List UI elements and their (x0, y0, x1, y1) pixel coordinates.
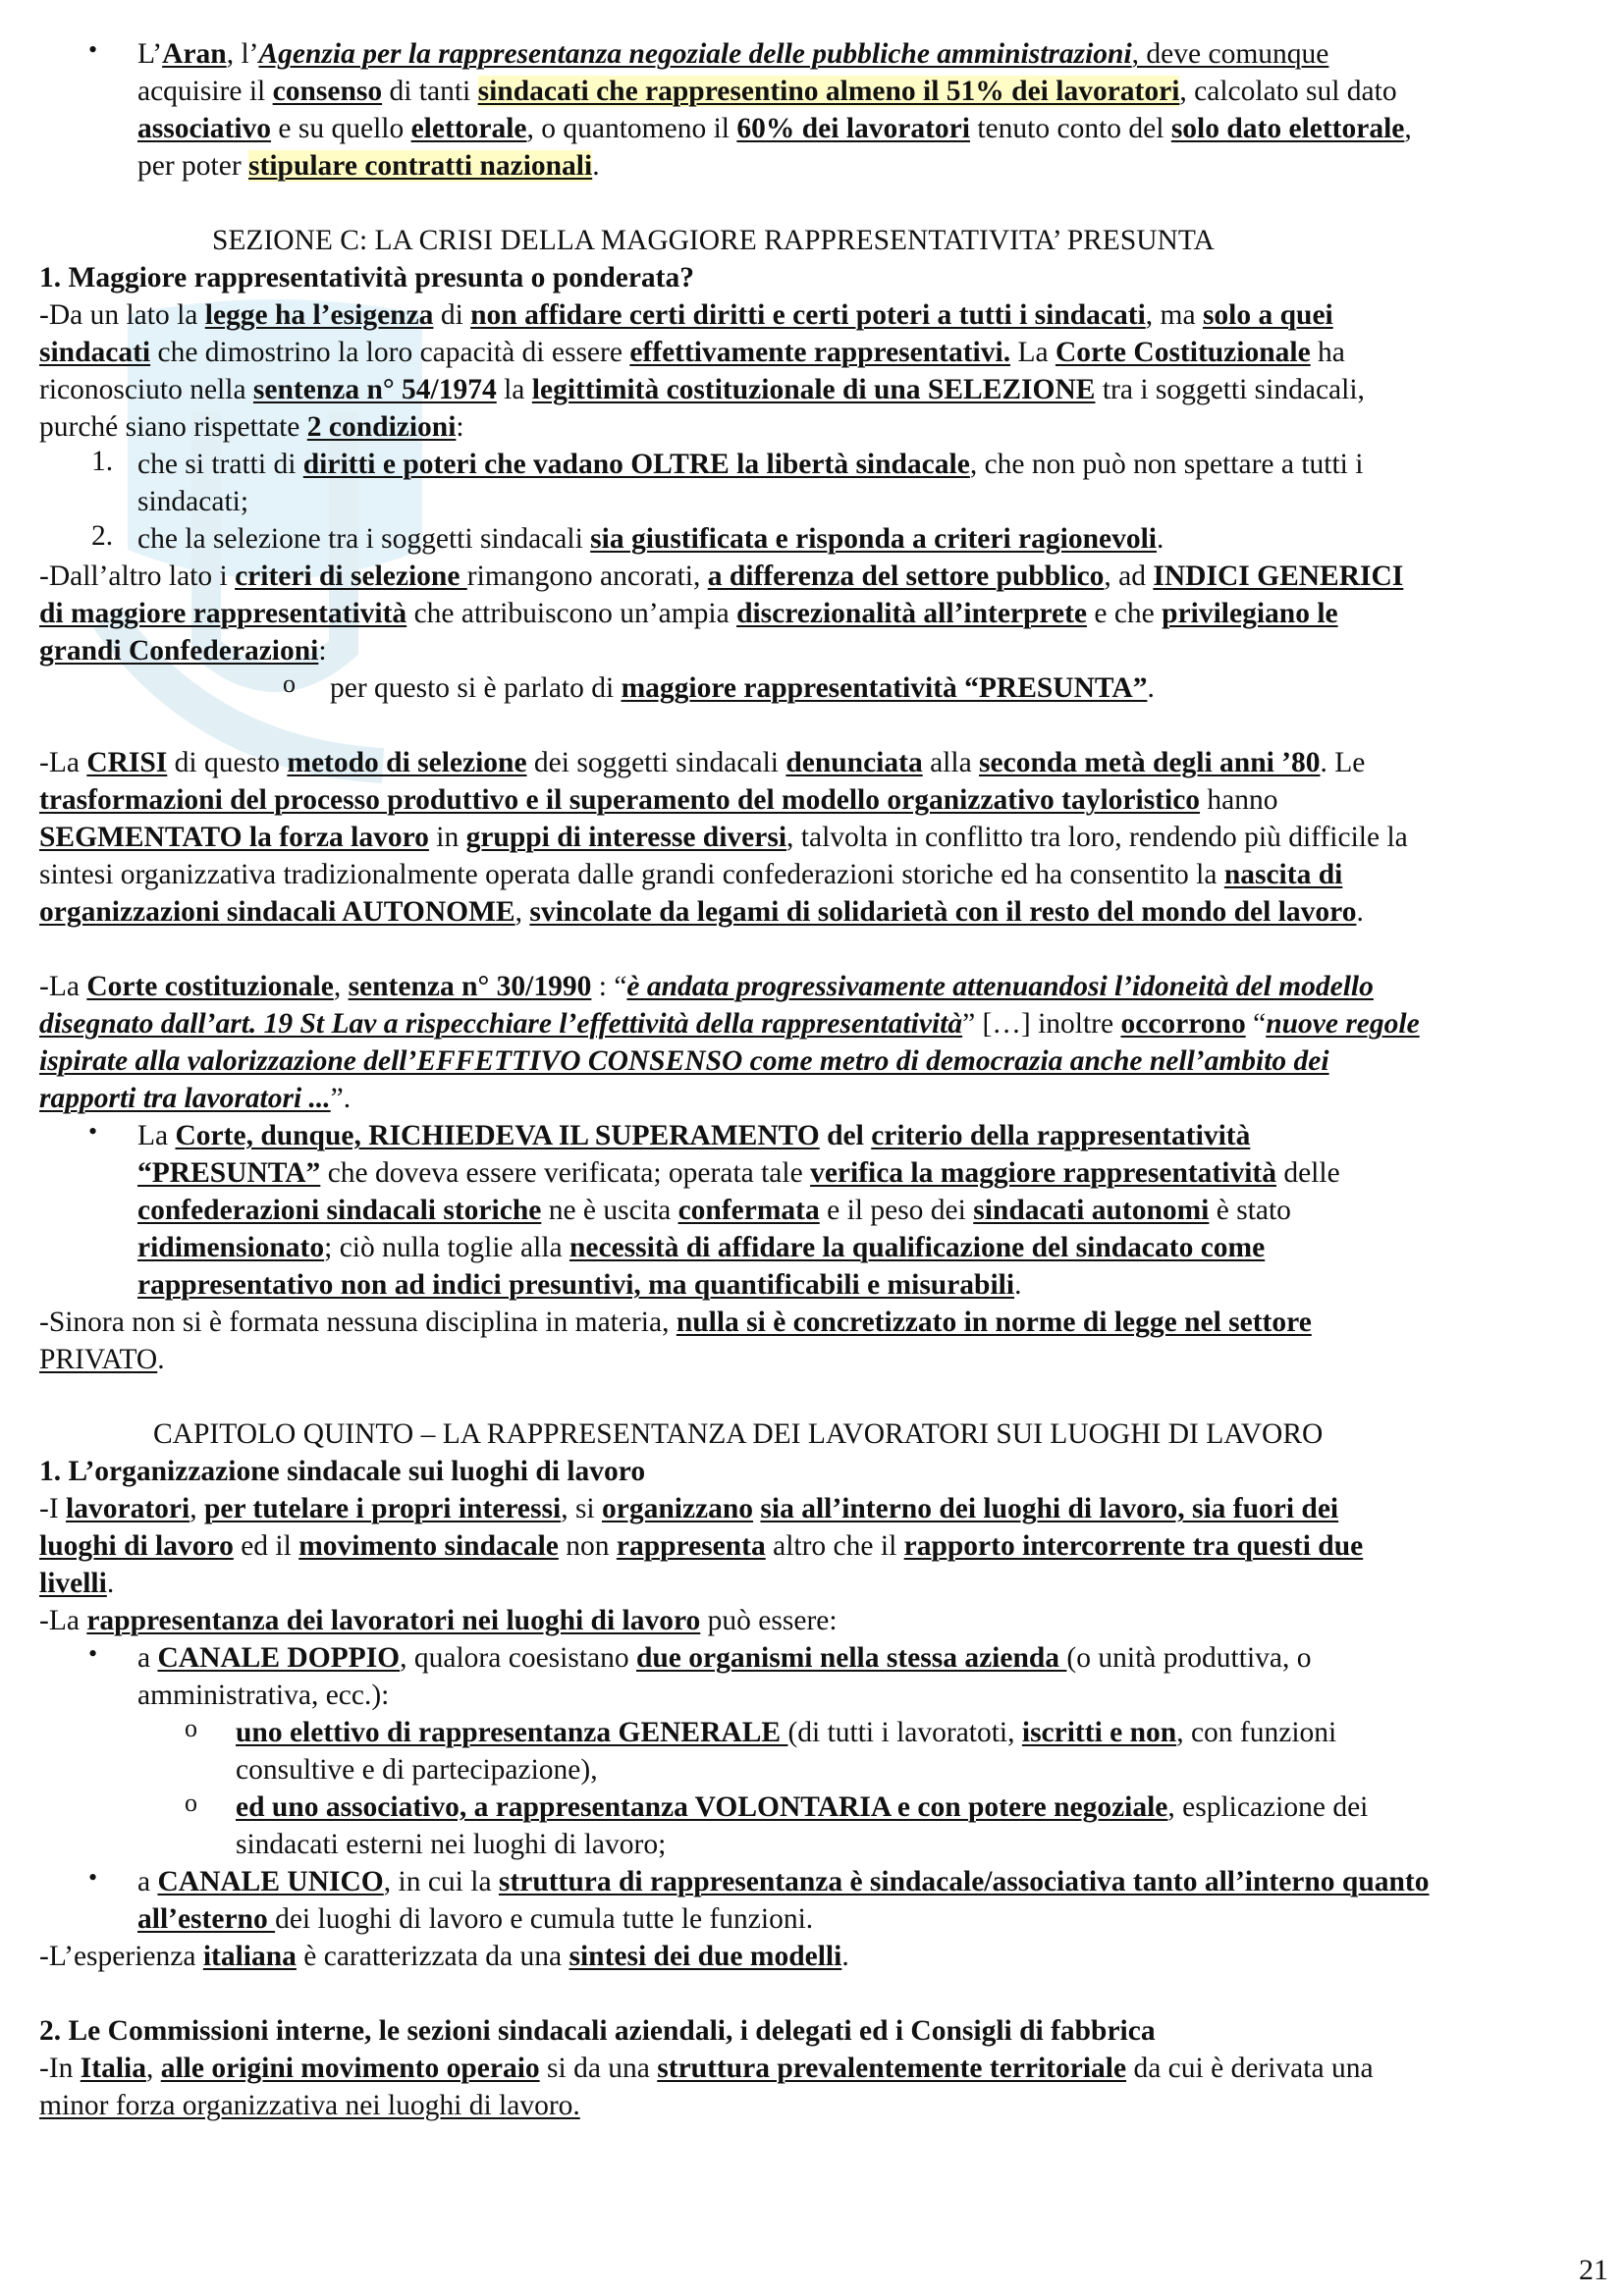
text-line: -La rappresentanza dei lavoratori nei luoghi di lavoro può essere: (39, 1605, 838, 1636)
bullet-icon: • (88, 1863, 98, 1892)
text-line: PRIVATO. (39, 1344, 165, 1375)
text-line: all’esterno dei luoghi di lavoro e cumula tutte le funzioni. (137, 1903, 814, 1935)
chapter-heading: CAPITOLO QUINTO – LA RAPPRESENTANZA DEI LAVORATORI SUI LUOGHI DI LAVORO (153, 1418, 1324, 1450)
text-line: disegnato dall’art. 19 St Lav a rispecchiare l’effettività della rappresentatività” […] inoltre occorrono “nuove regole (39, 1008, 1420, 1040)
circle-bullet-icon: o (283, 669, 296, 698)
text-line: organizzazioni sindacali AUTONOME, svincolate da legami di solidarietà con il resto del mondo del lavoro. (39, 896, 1364, 928)
text-line: -L’esperienza italiana è caratterizzata da una sintesi dei due modelli. (39, 1941, 849, 1972)
text-line: “PRESUNTA” che doveva essere verificata; operata tale verifica la maggiore rappresentatività delle (137, 1157, 1340, 1189)
subsection-heading: 2. Le Commissioni interne, le sezioni sindacali aziendali, i delegati ed i Consigli di fabbrica (39, 2015, 1156, 2047)
text-line: -Sinora non si è formata nessuna disciplina in materia, nulla si è concretizzato in norme di legge nel settore (39, 1307, 1312, 1338)
text-line: luoghi di lavoro ed il movimento sindacale non rappresenta altro che il rapporto intercorrente tra questi due (39, 1530, 1364, 1562)
text-line: SEGMENTATO la forza lavoro in gruppi di interesse diversi, talvolta in conflitto tra loro, rendendo più difficile la (39, 822, 1408, 853)
text-line: -In Italia, alle origini movimento operaio si da una struttura prevalentemente territoriale da cui è derivata una (39, 2053, 1374, 2084)
text-line: ispirate alla valorizzazione dell’EFFETTIVO CONSENSO come metro di democrazia anche nell’ambito dei (39, 1045, 1329, 1077)
list-number: 2. (91, 520, 114, 552)
text-line: minor forza organizzativa nei luoghi di lavoro. (39, 2090, 580, 2121)
sub-list-item: ed uno associativo, a rappresentanza VOLONTARIA e con potere negoziale, esplicazione dei (236, 1791, 1369, 1823)
text-line: sindacati che dimostrino la loro capacità di essere effettivamente rappresentativi. La Corte Costituzionale ha (39, 337, 1345, 368)
list-item: che si tratti di diritti e poteri che vadano OLTRE la libertà sindacale, che non può non spettare a tutti i (137, 449, 1364, 480)
text-line: -La Corte costituzionale, sentenza n° 30/1990 : “è andata progressivamente attenuandosi l’idoneità del modello (39, 971, 1374, 1002)
bullet-icon: • (88, 35, 98, 64)
text-line: acquisire il consenso di tanti sindacati che rappresentino almeno il 51% dei lavoratori, calcolato sul dato (137, 76, 1397, 107)
text-line: grandi Confederazioni: (39, 635, 327, 667)
subsection-heading: 1. Maggiore rappresentatività presunta o ponderata? (39, 262, 695, 294)
text-line: L’Aran, l’Agenzia per la rappresentanza negoziale delle pubbliche amministrazioni, deve comunque (137, 38, 1329, 70)
text-line: -I lavoratori, per tutelare i propri interessi, si organizzano sia all’interno dei luoghi di lavoro, sia fuori dei (39, 1493, 1339, 1524)
text-line: per poter stipulare contratti nazionali. (137, 150, 600, 182)
text-line: -Dall’altro lato i criteri di selezione rimangono ancorati, a differenza del settore pubblico, ad INDICI GENERICI (39, 561, 1404, 592)
page-number: 21 (1579, 2254, 1608, 2286)
text-line: La Corte, dunque, RICHIEDEVA IL SUPERAMENTO del criterio della rappresentatività (137, 1120, 1251, 1151)
text-line: -Da un lato la legge ha l’esigenza di non affidare certi diritti e certi poteri a tutti i sindacati, ma solo a quei (39, 299, 1333, 331)
circle-bullet-icon: o (185, 1714, 197, 1742)
text-line: riconosciuto nella sentenza n° 54/1974 la legittimità costituzionale di una SELEZIONE tra i soggetti sindacali, (39, 374, 1365, 405)
text-line: di maggiore rappresentatività che attribuiscono un’ampia discrezionalità all’interprete e che privilegiano le (39, 598, 1338, 629)
text-line: consultive e di partecipazione), (236, 1754, 598, 1786)
text-line: confederazioni sindacali storiche ne è uscita confermata e il peso dei sindacati autonomi è stato (137, 1195, 1291, 1226)
sub-list-item: uno elettivo di rappresentanza GENERALE (di tutti i lavoratoti, iscritti e non, con funzioni (236, 1717, 1337, 1748)
text-line: rapporti tra lavoratori ...”. (39, 1083, 352, 1114)
sub-list-item: per questo si è parlato di maggiore rappresentatività “PRESUNTA”. (330, 672, 1155, 704)
text-line: purché siano rispettate 2 condizioni: (39, 411, 464, 443)
text-line: sindacati esterni nei luoghi di lavoro; (236, 1829, 667, 1860)
text-line: ridimensionato; ciò nulla toglie alla necessità di affidare la qualificazione del sindacato come (137, 1232, 1266, 1263)
bullet-icon: • (88, 1117, 98, 1146)
text-line: associativo e su quello elettorale, o quantomeno il 60% dei lavoratori tenuto conto del solo dato elettorale, (137, 113, 1412, 144)
circle-bullet-icon: o (185, 1789, 197, 1817)
subsection-heading: 1. L’organizzazione sindacale sui luoghi di lavoro (39, 1456, 646, 1487)
list-item: a CANALE DOPPIO, qualora coesistano due organismi nella stessa azienda (o unità produttiva, o (137, 1642, 1312, 1674)
text-line: sintesi organizzativa tradizionalmente operata dalle grandi confederazioni storiche ed ha consentito la nascita di (39, 859, 1343, 890)
list-item: a CANALE UNICO, in cui la struttura di rappresentanza è sindacale/associativa tanto all’interno quanto (137, 1866, 1430, 1897)
section-heading: SEZIONE C: LA CRISI DELLA MAGGIORE RAPPRESENTATIVITA’ PRESUNTA (212, 225, 1215, 256)
text-line: amministrativa, ecc.): (137, 1680, 390, 1711)
text-line: -La CRISI di questo metodo di selezione dei soggetti sindacali denunciata alla seconda metà degli anni ’80. Le (39, 747, 1366, 778)
text-line: rappresentativo non ad indici presuntivi, ma quantificabili e misurabili. (137, 1269, 1022, 1301)
list-item: che la selezione tra i soggetti sindacali sia giustificata e risponda a criteri ragionevoli. (137, 523, 1164, 555)
list-number: 1. (91, 446, 114, 477)
text-line: sindacati; (137, 486, 249, 517)
text-line: livelli. (39, 1568, 115, 1599)
bullet-icon: • (88, 1639, 98, 1668)
text-line: trasformazioni del processo produttivo e il superamento del modello organizzativo tayloristico hanno (39, 784, 1278, 816)
